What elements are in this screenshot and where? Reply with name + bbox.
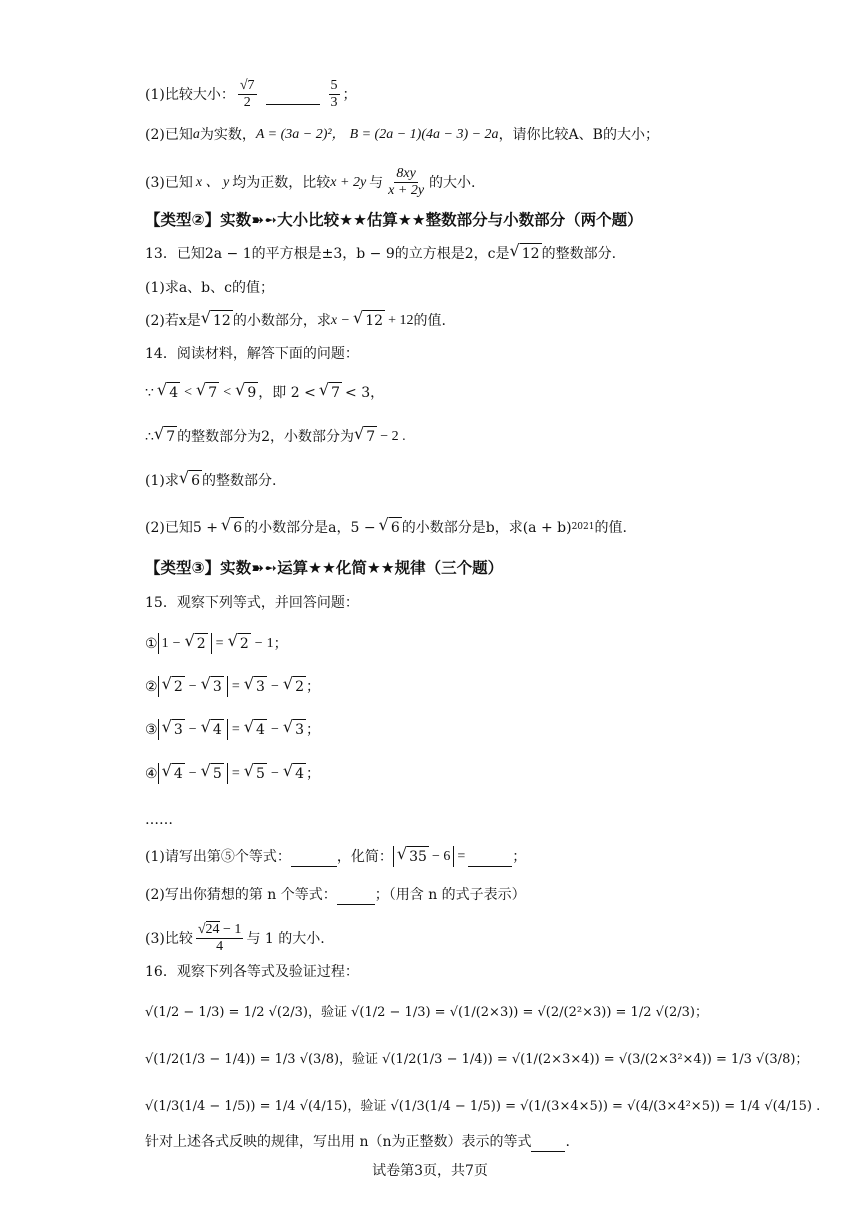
var-a: a [192, 127, 200, 142]
frac-den: 4 [216, 939, 224, 954]
sqrt-7: √ 7 [196, 380, 218, 401]
sqrt: √ 2 [184, 631, 206, 652]
q15-p3-pre: (3)比较 [145, 930, 193, 947]
abs-value [158, 763, 228, 784]
radicand: 3 [293, 719, 306, 740]
answer-blank [291, 846, 337, 867]
q14-l2-tail: − 2 . [380, 428, 406, 444]
radicand: 3 [211, 676, 224, 697]
sqrt-12: √ 12 [200, 308, 231, 329]
frac-num [196, 922, 244, 939]
radicand: 6 [189, 470, 202, 491]
term: 1 [161, 635, 169, 651]
radicand: 4 [167, 382, 180, 403]
radicand: 6 [231, 517, 244, 538]
frac-den: 2 [243, 95, 251, 110]
q15-equation [145, 633, 288, 654]
q12-p3-text: (3)已知 [145, 174, 193, 191]
q15-part2 [145, 884, 526, 905]
semicolon: ； [306, 765, 321, 782]
q14-l1-tail: < 3， [345, 384, 385, 401]
q14-p2-pre: (2)已知5 + [145, 519, 218, 536]
q14-part1 [145, 470, 276, 491]
sqrt-35: √ 35 [396, 844, 427, 865]
sqrt: √ 4 [161, 761, 183, 782]
lt-sign: < [223, 384, 232, 400]
circled-number: ② [145, 678, 158, 695]
minus-sign: − [188, 721, 197, 737]
q16-question [145, 1131, 570, 1152]
radicand: 12 [211, 310, 233, 331]
semicolon: ； [306, 678, 321, 695]
q13-p2-tail: 的值. [413, 312, 446, 329]
sqrt-12: √ 12 [353, 308, 384, 329]
radicand: 7 [329, 382, 342, 403]
radicand: 4 [254, 719, 267, 740]
abs-value [158, 719, 228, 740]
q16-line3: √(1/3(1/4 − 1/5)) = 1/4 √(4/15)，验证 √(1/3(1/4 − 1/5)) = √(1/(3×4×5)) = √(4/(3×4²×5)) = 1/4 √(4/15) . [145, 1099, 821, 1114]
expr-A: A = (3a − 2)²， [255, 127, 346, 142]
circled-number: ③ [145, 721, 158, 738]
semicolon: ； [273, 635, 288, 652]
sqrt-9: √ 9 [235, 380, 257, 401]
fraction-sqrt7-over-2 [238, 78, 257, 111]
q14-p1-tail: 的整数部分. [202, 472, 277, 489]
frac-num: √7 [239, 78, 255, 93]
radicand: 5 [211, 763, 224, 784]
vars-xy: x 、 y [195, 174, 230, 190]
radicand: 5 [254, 763, 267, 784]
expr-plus-12: + 12 [388, 312, 414, 328]
q12-part2 [145, 125, 659, 145]
equals-sign: = [231, 721, 240, 737]
q16-line1: √(1/2 − 1/3) = 1/2 √(2/3)，验证 √(1/2 − 1/3) = √(1/(2×3)) = √(2/(2²×3)) = 1/2 √(2/3)； [145, 1005, 708, 1020]
q14-p2-tail: 的值. [594, 519, 627, 536]
q16-line2: √(1/2(1/3 − 1/4)) = 1/3 √(3/8)，验证 √(1/2(1/3 − 1/4)) = √(1/(2×3×4)) = √(3/(2×3²×4)) = 1/3 √(3/8)； [145, 1052, 809, 1067]
radicand: 7 [164, 426, 177, 447]
sqrt: √ 4 [243, 717, 265, 738]
q15-equation [145, 719, 320, 740]
fraction-8xy [386, 166, 426, 199]
sqrt-12: √ 12 [509, 241, 540, 262]
abs-sqrt35-minus-6 [393, 846, 455, 867]
answer-blank [266, 84, 320, 105]
q13-part2 [145, 310, 446, 331]
q14-p2-mid1: 的小数部分是a，5 − [244, 519, 376, 536]
answer-blank [531, 1131, 565, 1152]
equals-sign: = [457, 848, 466, 864]
q15-p1-end: ； [512, 848, 527, 865]
q12-p2-text: (2)已知 [145, 127, 193, 143]
abs-value [158, 676, 228, 697]
q13-part1: (1)求a、b、c的值； [145, 280, 274, 296]
radicand: 9 [245, 382, 258, 403]
minus-sign: − [188, 765, 197, 781]
equals-sign: = [231, 765, 240, 781]
radicand: 7 [206, 382, 219, 403]
q12-p3-tail: 的大小. [429, 174, 476, 191]
sqrt: √ 5 [200, 761, 222, 782]
frac-den: x + 2y [388, 183, 425, 198]
frac-num: 5 [330, 78, 338, 93]
radicand: 35 [407, 846, 429, 867]
q16-question-text: 针对上述各式反映的规律，写出用 n（n为正整数）表示的等式 [145, 1133, 532, 1150]
term: 1 [266, 635, 274, 651]
radicand: 2 [195, 633, 208, 654]
q15-intro: 15．观察下列等式，并回答问题： [145, 595, 359, 611]
radicand: 7 [364, 426, 377, 447]
abs-value [158, 633, 212, 654]
sqrt-6: √ 6 [220, 515, 243, 536]
q15-p3-tail: 与 1 的大小. [246, 930, 325, 947]
sqrt: √ 3 [200, 674, 222, 695]
sqrt: √ 5 [243, 761, 265, 782]
q14-intro: 14．阅读材料，解答下面的问题： [145, 346, 359, 362]
q13-intro-text: 13．已知2a − 1的平方根是±3，b − 9的立方根是2，c是 [145, 245, 510, 262]
page-footer: 试卷第3页，共7页 [372, 1163, 488, 1179]
lt-sign: < [184, 384, 193, 400]
q15-p2-tail: ；（用含 n 的式子表示） [374, 886, 526, 903]
q13-p2-pre: (2)若x是 [145, 312, 201, 329]
minus-sign: − [188, 678, 197, 694]
radicand: 24 [205, 922, 220, 937]
sqrt-24: √24 [197, 922, 220, 937]
sqrt-6: √ 6 [178, 468, 201, 489]
q16-question-end: . [565, 1133, 570, 1150]
sqrt-4: √ 4 [156, 380, 179, 401]
radicand: 2 [172, 676, 185, 697]
q12-part3 [145, 166, 475, 199]
minus-sign: − [270, 721, 279, 737]
q13-intro-tail: 的整数部分. [541, 245, 617, 262]
fraction-5-over-3 [329, 78, 340, 111]
q12-p3-with: 与 [369, 174, 384, 191]
q14-part2 [145, 517, 627, 538]
exponent-2021: 2021 [571, 522, 595, 532]
q14-l2-mid: 的整数部分为2，小数部分为 [177, 428, 355, 445]
expr-x-minus: x − [330, 312, 350, 328]
section-heading-type2: 【类型②】实数➽➻大小比较★★估算★★整数部分与小数部分（两个题） [145, 211, 643, 229]
sqrt: √ 3 [282, 717, 305, 738]
minus-6: − 6 [431, 848, 451, 864]
q14-l1-mid: ，即 2 < [258, 384, 316, 401]
q13-intro [145, 243, 616, 264]
q12-part1 [145, 78, 357, 111]
q14-p2-mid2: 的小数部分是b，求(a + b) [401, 519, 572, 536]
sqrt: √ 4 [282, 761, 305, 782]
therefore-symbol: ∴ [145, 428, 154, 445]
sqrt: √ 2 [227, 631, 249, 652]
q12-p1-prefix: (1)比较大小： [145, 86, 235, 103]
sqrt: √ 2 [282, 674, 305, 695]
fraction-sqrt24-minus1-over-4 [196, 922, 244, 955]
sqrt: √ 3 [161, 717, 183, 738]
minus-sign: − [270, 678, 279, 694]
q15-equation [145, 763, 320, 784]
circled-number: ④ [145, 765, 158, 782]
expr-x-plus-2y: x + 2y [330, 174, 367, 190]
q15-p1-mid: ，化简： [336, 848, 393, 865]
q14-line1 [145, 382, 384, 403]
q15-equation [145, 676, 320, 697]
q15-dots: …… [145, 812, 173, 828]
circled-number: ① [145, 635, 158, 652]
q15-p1-pre: (1)请写出第⑤个等式： [145, 848, 291, 865]
radicand: 3 [172, 719, 185, 740]
radicand: 12 [363, 310, 385, 331]
q15-p2-text: (2)写出你猜想的第 n 个等式： [145, 886, 337, 903]
minus-sign: − [254, 635, 263, 651]
sqrt-7: √ 7 [318, 380, 341, 401]
radicand: 2 [293, 676, 306, 697]
radicand: 4 [211, 719, 224, 740]
answer-blank [337, 884, 375, 905]
frac-den: 3 [330, 95, 338, 110]
because-symbol: ∵ [145, 384, 154, 401]
equals-sign: = [215, 635, 224, 651]
equals-sign: = [231, 678, 240, 694]
q13-p2-mid: 的小数部分，求 [232, 312, 331, 329]
q12-p3-mid: 均为正数，比较 [232, 174, 331, 191]
q12-p1-end: ； [342, 86, 357, 103]
radicand: 4 [293, 763, 306, 784]
radicand: 2 [238, 633, 251, 654]
radicand: 4 [172, 763, 185, 784]
sqrt: √ 3 [243, 674, 265, 695]
semicolon: ； [306, 721, 321, 738]
sqrt: √ 4 [200, 717, 222, 738]
answer-blank [468, 846, 512, 867]
expr-B: B = (2a − 1)(4a − 3) − 2a [349, 127, 499, 142]
q14-p1-pre: (1)求 [145, 472, 179, 489]
q15-part1 [145, 846, 526, 867]
q12-p2-mid: 为实数， [199, 127, 256, 143]
minus-1: − 1 [223, 922, 242, 937]
radicand: 12 [520, 243, 542, 264]
sqrt-7: √ 7 [153, 424, 176, 445]
minus-sign: − [270, 765, 279, 781]
radicand: 3 [254, 676, 267, 697]
frac-num: 8xy [396, 166, 416, 181]
q14-line2 [145, 426, 406, 447]
sqrt: √ 2 [161, 674, 183, 695]
sqrt-6: √ 6 [378, 515, 400, 536]
sqrt-7: √ 7 [354, 424, 376, 445]
minus-sign: − [172, 635, 181, 651]
q15-part3 [145, 922, 325, 955]
q12-p2-tail: ，请你比较A、B的大小； [498, 127, 659, 143]
section-heading-type3: 【类型③】实数➽➻运算★★化简★★规律（三个题） [145, 559, 504, 577]
radicand: 6 [389, 517, 402, 538]
q16-intro: 16．观察下列各等式及验证过程： [145, 964, 359, 980]
